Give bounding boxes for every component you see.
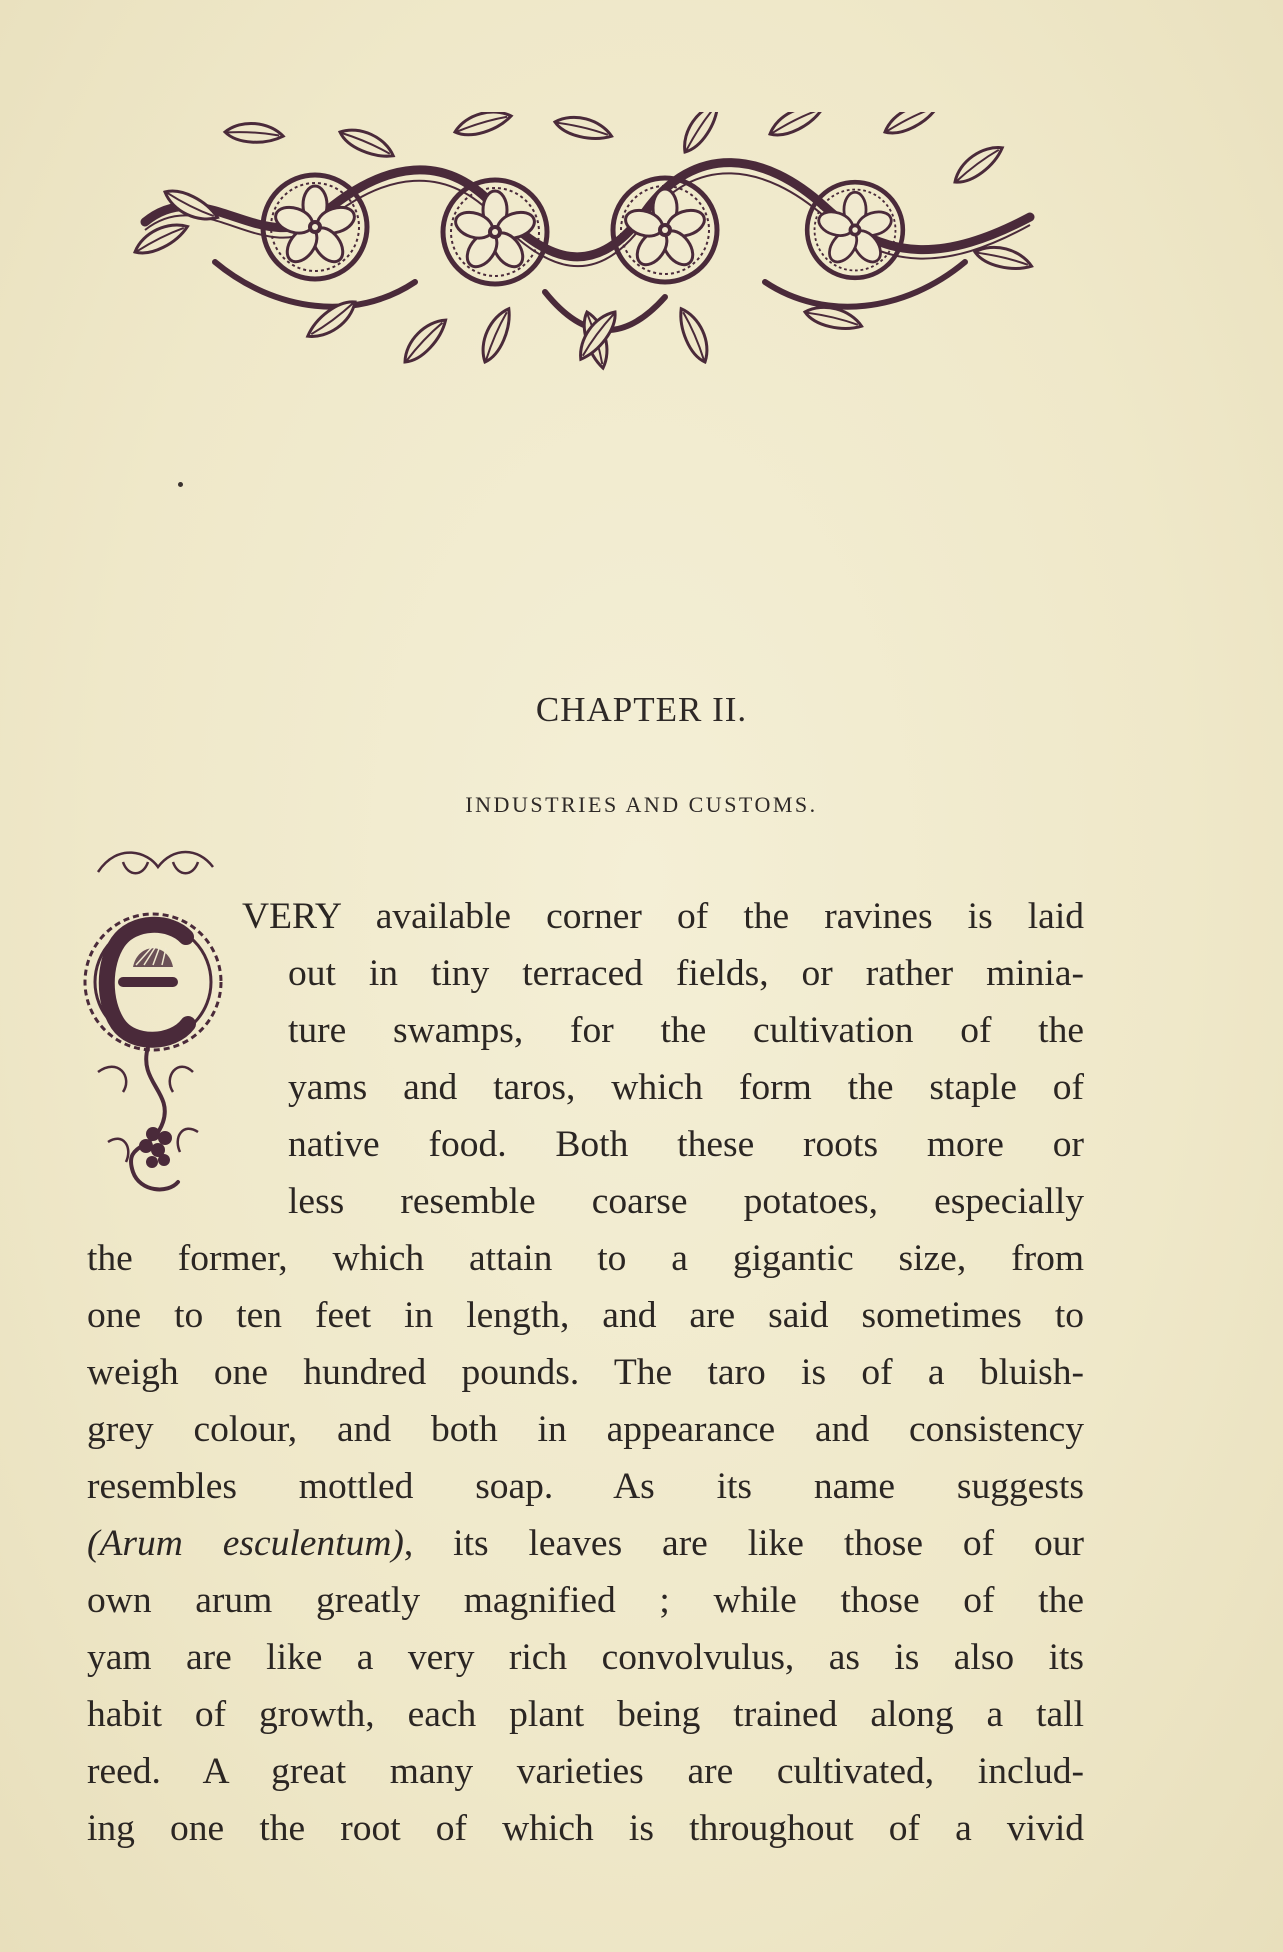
chapter-subtitle: INDUSTRIES AND CUSTOMS.	[465, 792, 818, 817]
body-line-16: reed. A great many varieties are cultivated, includ-	[87, 1751, 1084, 1792]
italic-botanical-name: (Arum esculentum)	[87, 1523, 404, 1564]
body-line-5: native food. Both these roots more or	[288, 1124, 1084, 1165]
body-line-17: ing one the root of which is throughout of a vivid	[87, 1808, 1084, 1849]
chapter-title: CHAPTER II.	[535, 690, 748, 729]
body-line-4: yams and taros, which form the staple of	[288, 1067, 1084, 1108]
body-line-15: habit of growth, each plant being trained along a tall	[87, 1694, 1084, 1735]
floral-headpiece-icon	[125, 112, 1050, 374]
body-line-6: less resemble coarse potatoes, especially	[288, 1181, 1084, 1222]
body-line-3: ture swamps, for the cultivation of the	[288, 1010, 1084, 1051]
body-line-12-rest: , its leaves are like those of our	[403, 1523, 1084, 1564]
body-line-12	[87, 1525, 1084, 1563]
body-line-1: VERY available corner of the ravines is laid	[242, 896, 1084, 937]
decorated-initial-E-icon	[78, 842, 228, 1212]
body-line-8: one to ten feet in length, and are said sometimes to	[87, 1295, 1084, 1336]
body-line-2: out in tiny terraced fields, or rather minia-	[288, 953, 1084, 994]
body-line-7: the former, which attain to a gigantic size, from	[87, 1238, 1084, 1279]
body-line-10: grey colour, and both in appearance and consistency	[87, 1409, 1084, 1450]
body-line-13: own arum greatly magnified ; while those of the	[87, 1580, 1084, 1621]
ink-speck	[178, 482, 183, 487]
body-line-9: weigh one hundred pounds. The taro is of a bluish-	[87, 1352, 1084, 1393]
body-line-14: yam are like a very rich convolvulus, as is also its	[87, 1637, 1084, 1678]
body-line-11: resembles mottled soap. As its name suggests	[87, 1466, 1084, 1507]
